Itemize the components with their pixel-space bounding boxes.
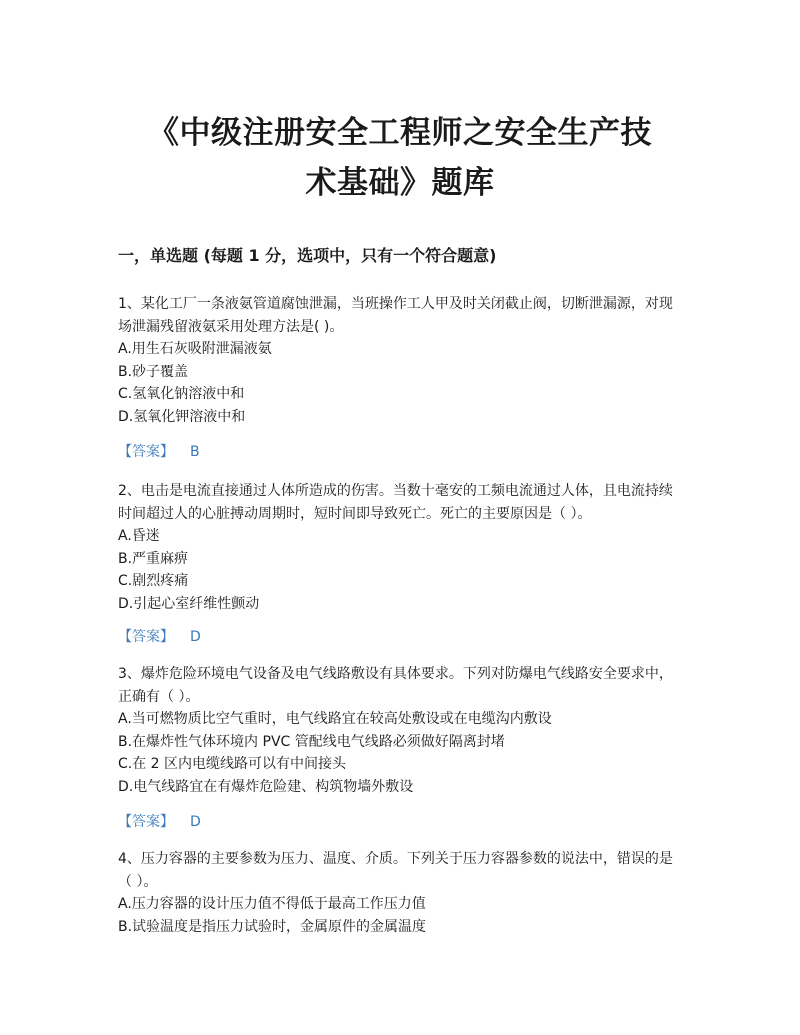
question-3 — [118, 663, 678, 798]
answer-1 — [118, 442, 200, 462]
option-a: A.压力容器的设计压力值不得低于最高工作压力值 — [118, 896, 426, 912]
option-c: C.氢氧化钠溶液中和 — [118, 386, 245, 402]
option-d: D.引起心室纤维性颤动 — [118, 595, 260, 612]
option-a: A.当可燃物质比空气重时，电气线路宜在较高处敷设或在电缆沟内敷设 — [118, 711, 552, 727]
option-b: B.试验温度是指压力试验时，金属原件的金属温度 — [118, 918, 427, 935]
option-c: C.剧烈疼痛 — [118, 573, 189, 589]
answer-label: 【答案】 — [118, 629, 174, 645]
option-d: D.氢氧化钾溶液中和 — [118, 408, 246, 425]
question-stem: 2、电击是电流直接通过人体所造成的伤害。当数十毫安的工频电流通过人体，且电流持续时间超过人的心脏搏动周期时，短时间即导致死亡。死亡的主要原因是（ ）。 — [118, 483, 673, 522]
option-a: A.用生石灰吸附泄漏液氨 — [118, 341, 272, 357]
answer-label: 【答案】 — [118, 444, 174, 460]
option-d: D.电气线路宜在有爆炸危险建、构筑物墙外敷设 — [118, 778, 414, 795]
option-a: A.昏迷 — [118, 528, 160, 544]
option-b: B.严重麻痹 — [118, 550, 189, 567]
answer-value: B — [190, 444, 200, 460]
answer-2 — [118, 627, 201, 647]
question-1 — [118, 293, 678, 428]
option-c: C.在 2 区内电缆线路可以有中间接头 — [118, 756, 347, 772]
option-b: B.砂子覆盖 — [118, 363, 189, 380]
title-line-2: 术基础》题库 — [305, 165, 495, 201]
section-heading: 一，单选题 (每题 1 分，选项中，只有一个符合题意) — [118, 246, 497, 265]
option-b: B.在爆炸性气体环境内 PVC 管配线电气线路必须做好隔离封堵 — [118, 733, 505, 750]
answer-value: D — [190, 814, 201, 830]
answer-3 — [118, 812, 201, 832]
question-2 — [118, 480, 678, 615]
question-stem: 4、压力容器的主要参数为压力、温度、介质。下列关于压力容器参数的说法中，错误的是（ ）。 — [118, 851, 673, 890]
question-stem: 3、爆炸危险环境电气设备及电气线路敷设有具体要求。下列对防爆电气线路安全要求中，正确有（ ）。 — [118, 666, 673, 705]
title-line-1: 《中级注册安全工程师之安全生产技 — [148, 115, 652, 151]
answer-value: D — [190, 629, 201, 645]
question-stem: 1、某化工厂一条液氨管道腐蚀泄漏，当班操作工人甲及时关闭截止阀，切断泄漏源，对现场泄漏残留液氨采用处理方法是( )。 — [118, 296, 673, 335]
answer-label: 【答案】 — [118, 814, 174, 830]
question-4 — [118, 848, 678, 938]
document-title — [100, 108, 700, 208]
